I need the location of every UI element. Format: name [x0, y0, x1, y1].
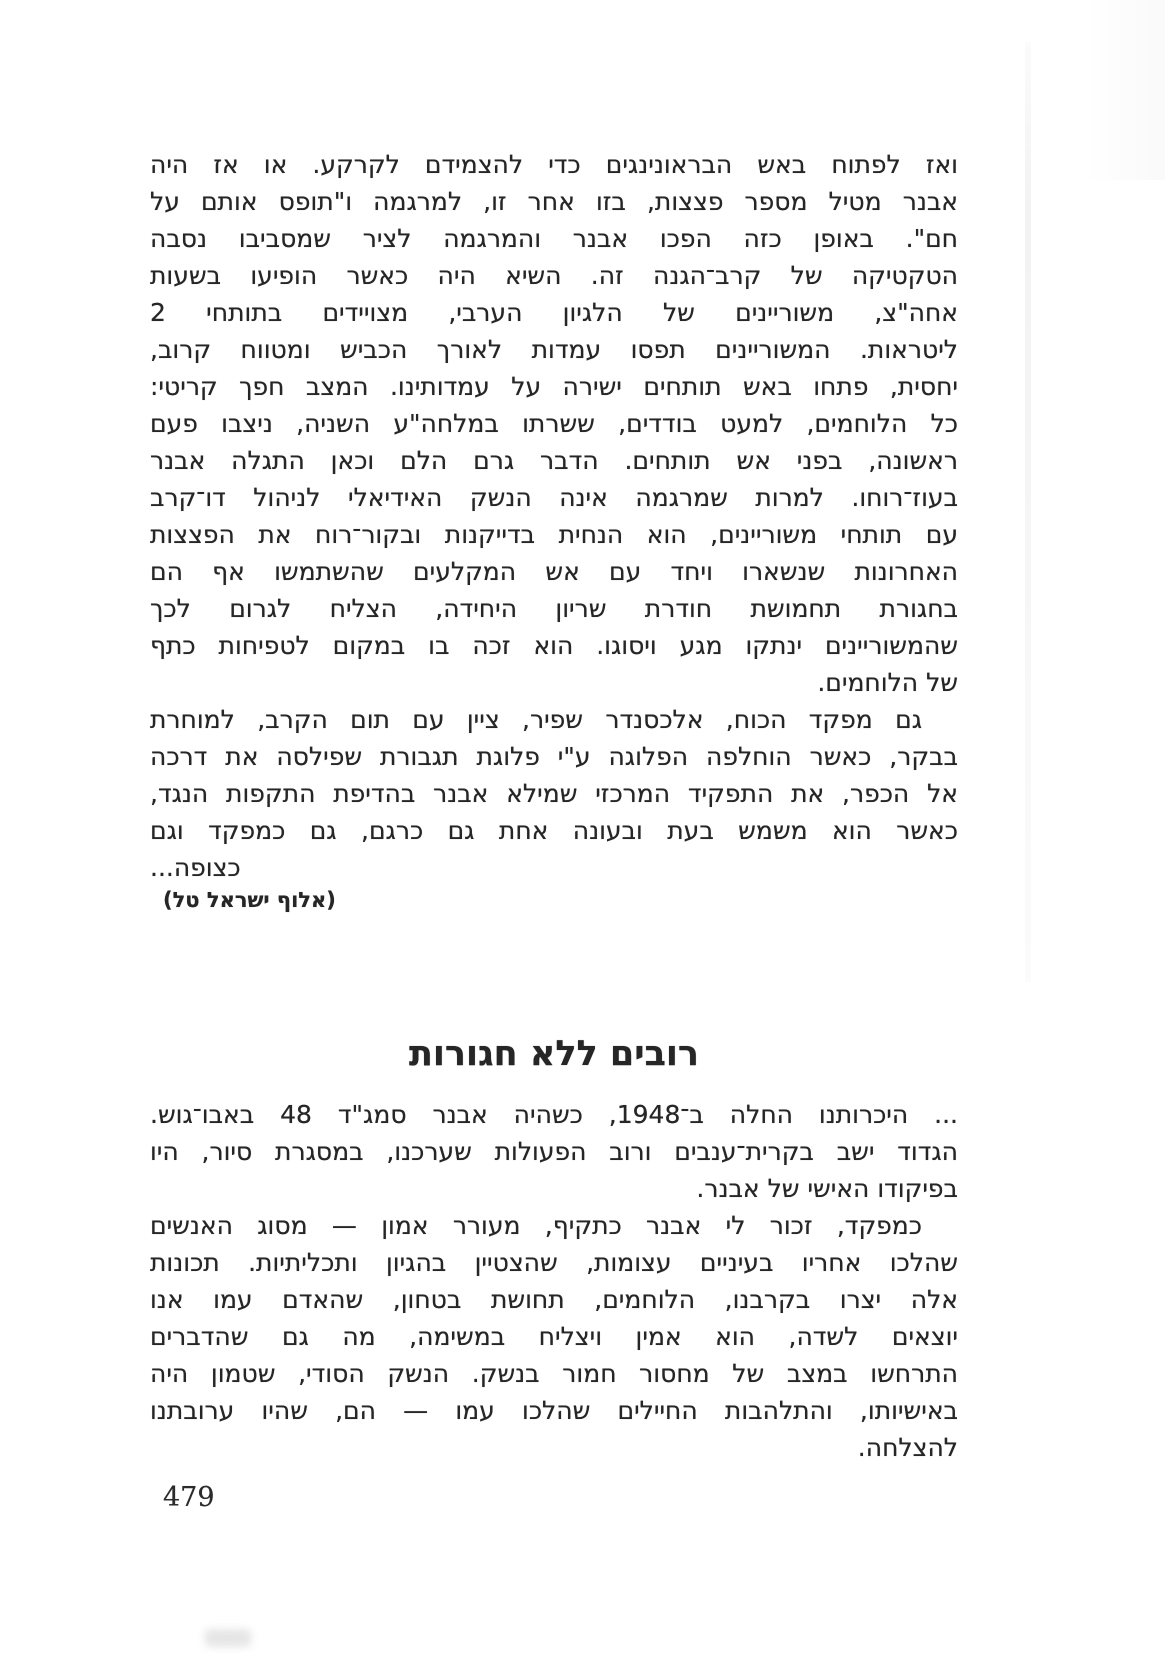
- text-line: כצופה...: [150, 853, 241, 882]
- text-line: אל הכפר, את התפקיד המרכזי שמילא אבנר בהדיפת התקפות הנגד,: [150, 779, 958, 808]
- text-line: בחגורת תחמושת חודרת שריון היחידה, הצליח לגרום לכך: [150, 594, 958, 623]
- section-heading: רובים ללא חגורות: [409, 1034, 699, 1074]
- text-line: להצלחה.: [857, 1433, 958, 1462]
- paragraph: [150, 1096, 958, 1207]
- paragraph: [150, 1207, 958, 1466]
- text-line: האחרונות שנשארו ויחד עם אש המקלעים שהשתמשו אף הם: [150, 557, 958, 586]
- text-line: ... היכרותנו החלה ב־1948, כשהיה אבנר סמג"ד 48 באבו־גוש.: [150, 1100, 958, 1129]
- page-number: 479: [163, 1482, 215, 1513]
- text-line: בבקר, כאשר הוחלפה הפלוגה ע"י פלוגת תגבורת שפילסה את דרכה: [150, 742, 958, 771]
- scan-artifact-corner-shade: [1085, 0, 1165, 180]
- text-line: יוצאים לשדה, הוא אמין ויצליח במשימה, מה גם שהדברים: [150, 1322, 958, 1351]
- scan-artifact-vertical-seam: [1025, 42, 1031, 982]
- text-line: אבנר מטיל מספר פצצות, בזו אחר זו, למרגמה ו"תופס אותם על: [150, 187, 958, 216]
- text-line: בעוז־רוחו. למרות שמרגמה אינה הנשק האידיאלי לניהול דו־קרב: [150, 483, 958, 512]
- text-line: ליטראות. המשוריינים תפסו עמדות לאורך הכביש ומטווח קרוב,: [150, 335, 958, 364]
- text-line: כמפקד, זכור לי אבנר כתקיף, מעורר אמון — מסוג האנשים: [150, 1211, 922, 1240]
- text-line: כל הלוחמים, למעט בודדים, ששרתו במלחה"ע השניה, ניצבו פעם: [150, 409, 958, 438]
- text-line: בפיקודו האישי של אבנר.: [696, 1174, 958, 1203]
- text-line: אלה יצרו בקרבנו, הלוחמים, תחושת בטחון, שהאדם עמו אנו: [150, 1285, 958, 1314]
- text-line: שהלכו אחריו בעיניים עצומות, שהצטיין בהגיון ותכליתיות. תכונות: [150, 1248, 958, 1277]
- text-line: יחסית, פתחו באש תותחים ישירה על עמדותינו. המצב חפך קריטי:: [150, 372, 958, 401]
- text-line: עם תותחי משוריינים, הוא הנחית בדייקנות ובקור־רוח את הפצצות: [150, 520, 958, 549]
- text-line: התרחשו במצב של מחסור חמור בנשק. הנשק הסודי, שטמון היה: [150, 1359, 958, 1388]
- text-line: ראשונה, בפני אש תותחים. הדבר גרם הלם וכאן התגלה אבנר: [150, 446, 958, 475]
- text-line: של הלוחמים.: [817, 668, 958, 697]
- text-line: הטקטיקה של קרב־הגנה זה. השיא היה כאשר הופיעו בשעות: [150, 261, 958, 290]
- text-line: אחה"צ, משוריינים של הלגיון הערבי, מצויידים בתותחי 2: [150, 298, 958, 327]
- quote-attribution: (אלוף ישראל טל): [163, 888, 336, 912]
- text-line: ואז לפתוח באש הבראונינגים כדי להצמידם לקרקע. או אז היה: [150, 150, 958, 179]
- text-line: גם מפקד הכוח, אלכסנדר שפיר, ציין עם תום הקרב, למוחרת: [150, 705, 922, 734]
- text-line: חם". באופן כזה הפכו אבנר והמרגמה לציר שמסביבו נסבה: [150, 224, 958, 253]
- text-line: הגדוד ישב בקרית־ענבים ורוב הפעולות שערכנו, במסגרת סיור, היו: [150, 1137, 958, 1166]
- paragraph: [150, 146, 958, 701]
- text-line: כאשר הוא משמש בעת ובעונה אחת גם כרגם, גם כמפקד וגם: [150, 816, 958, 845]
- text-line: באישיותו, והתלהבות החיילים שהלכו עמו — הם, שהיו ערובתנו: [150, 1396, 958, 1425]
- paragraph: [150, 701, 958, 886]
- memoir-body-text: [150, 1096, 958, 1466]
- quote-body-text: [150, 146, 958, 886]
- text-line: שהמשוריינים ינתקו מגע ויסוגו. הוא זכה בו במקום לטפיחות כתף: [150, 631, 958, 660]
- scan-artifact-smudge: [205, 1629, 251, 1647]
